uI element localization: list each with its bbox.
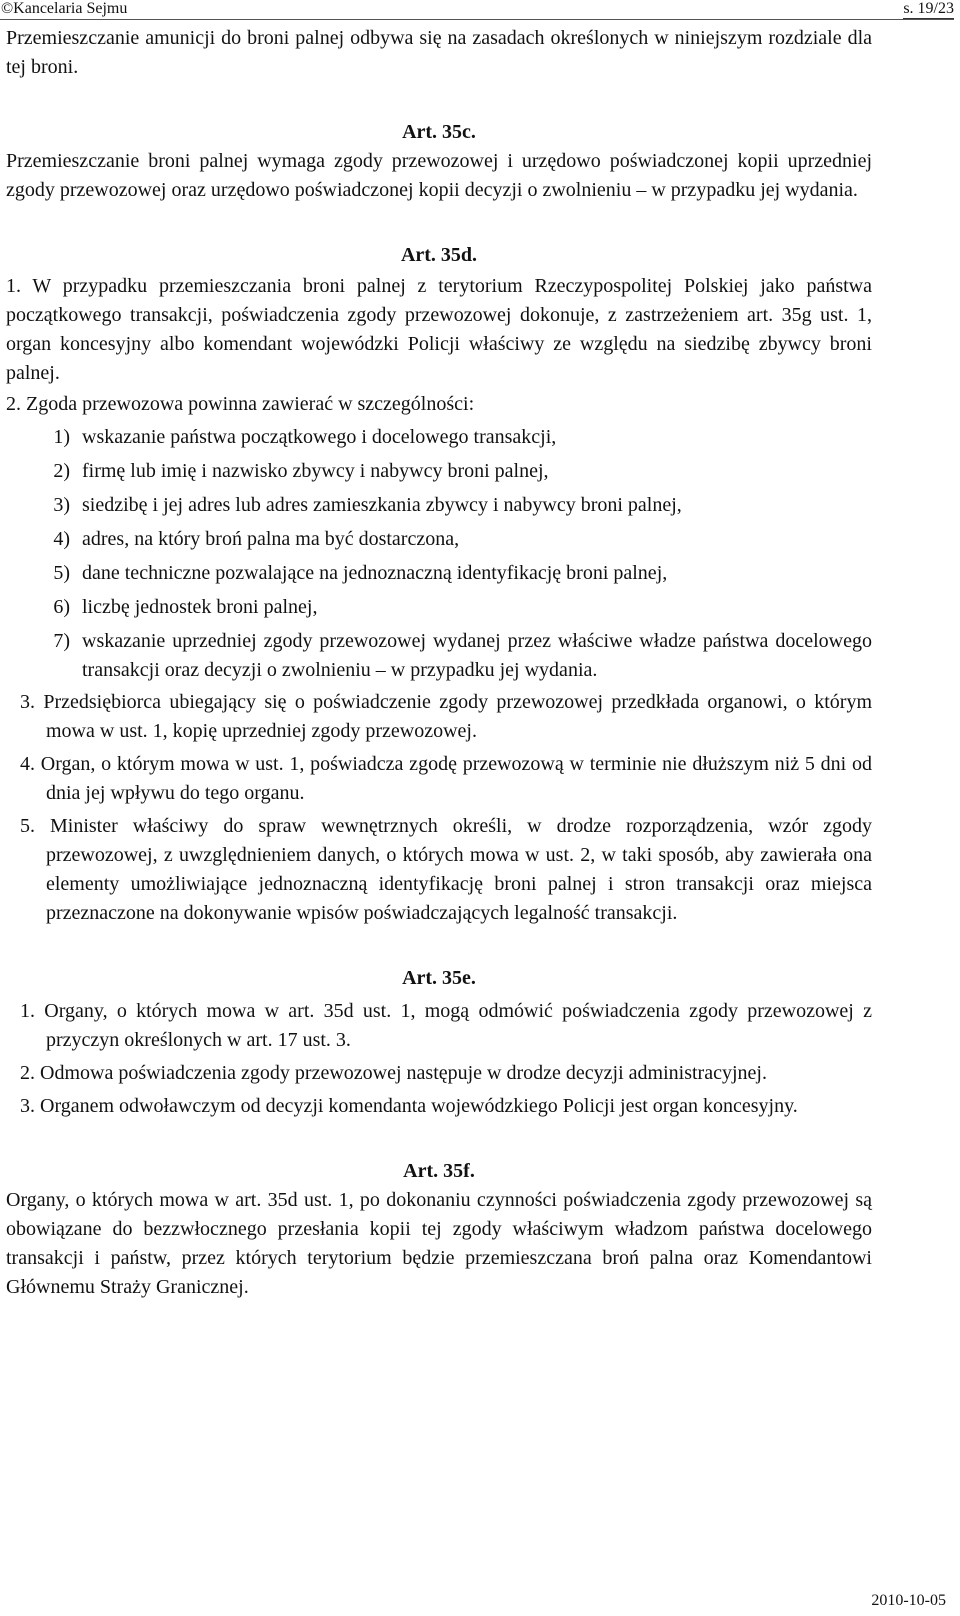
article-35d-title: Art. 35d.: [400, 244, 478, 266]
article-35c-title: Art. 35c.: [402, 121, 476, 143]
article-35c-text: Przemieszczanie broni palnej wymaga zgody przewozowej i urzędowo poświadczonej kopii uprzedniej zgody przewozowej oraz urzędowo poświadczonej kopii decyzji o zwolnieniu – w przypadku jej wydania.: [6, 150, 872, 201]
article-35e-para-2: 2. Odmowa poświadczenia zgody przewozowej następuje w drodze decyzji administracyjnej.: [20, 1062, 767, 1084]
list-item: 5) dane techniczne pozwalające na jednoznaczną identyfikację broni palnej,: [53, 562, 668, 584]
header-source: ©Kancelaria Sejmu: [1, 0, 128, 17]
header-divider: [0, 19, 954, 20]
list-item: 2) firmę lub imię i nazwisko zbywcy i nabywcy broni palnej,: [53, 460, 549, 482]
article-35d-list: [6, 423, 872, 685]
article-35d-para-3: 3. Przedsiębiorca ubiegający się o poświadczenie zgody przewozowej przedkłada organowi, o którym mowa w ust. 1, kopię uprzedniej zgody przewozowej.: [20, 691, 872, 742]
list-item: 1) wskazanie państwa początkowego i docelowego transakcji,: [53, 426, 557, 448]
article-35e-title: Art. 35e.: [402, 967, 476, 989]
article-35d-para-1: 1. W przypadku przemieszczania broni palnej z terytorium Rzeczypospolitej Polskiej jako państwa początkowego transakcji, poświadczenia zgody przewozowej dokonuje, z zastrzeżeniem art. 35g ust. 1, organ koncesyjny albo komendant wojewódzki Policji właściwy ze względu na siedzibę zbywcy broni palnej.: [6, 275, 872, 384]
page-number: s. 19/23: [903, 0, 954, 17]
list-item: 7) wskazanie uprzedniej zgody przewozowej wydanej przez właściwe władze państwa docelowego transakcji oraz decyzji o zwolnieniu – w przypadku jej wydania.: [53, 630, 872, 681]
intro-paragraph: Przemieszczanie amunicji do broni palnej odbywa się na zasadach określonych w niniejszym rozdziale dla tej broni.: [6, 27, 872, 78]
list-item: 4) adres, na który broń palna ma być dostarczona,: [53, 528, 460, 550]
article-35d-para-2: 2. Zgoda przewozowa powinna zawierać w szczególności:: [6, 393, 475, 415]
list-item: 6) liczbę jednostek broni palnej,: [53, 596, 318, 618]
article-35d-para-5: 5. Minister właściwy do spraw wewnętrznych określi, w drodze rozporządzenia, wzór zgody przewozowej, z uwzględnieniem danych, o których mowa w ust. 2, w taki sposób, aby zawierała ona elementy umożliwiające jednoznaczną identyfikację broni palnej i stron transakcji oraz miejsca przeznaczone na dokonywanie wpisów poświadczających legalność transakcji.: [20, 815, 872, 924]
article-35e-para-1: 1. Organy, o których mowa w art. 35d ust. 1, mogą odmówić poświadczenia zgody przewozowej z przyczyn określonych w art. 17 ust. 3.: [20, 1000, 872, 1051]
article-35d-para-4: 4. Organ, o którym mowa w ust. 1, poświadcza zgodę przewozową w terminie nie dłuższym niż 5 dni od dnia jej wpływu do tego organu.: [20, 753, 872, 804]
list-item: 3) siedzibę i jej adres lub adres zamieszkania zbywcy i nabywcy broni palnej,: [53, 494, 682, 516]
document-body: [6, 24, 872, 1302]
article-35e-para-3: 3. Organem odwoławczym od decyzji komendanta wojewódzkiego Policji jest organ koncesyjny.: [20, 1095, 798, 1117]
article-35f-text: Organy, o których mowa w art. 35d ust. 1, po dokonaniu czynności poświadczenia zgody przewozowej są obowiązane do bezzwłocznego przesłania kopii tej zgody właściwym władzom państwa docelowego transakcji i państw, przez których terytorium będzie przemieszczana broń palna oraz Komendantowi Głównemu Straży Granicznej.: [6, 1189, 872, 1298]
footer-date: 2010-10-05: [871, 1592, 946, 1609]
article-35f-title: Art. 35f.: [403, 1160, 475, 1182]
